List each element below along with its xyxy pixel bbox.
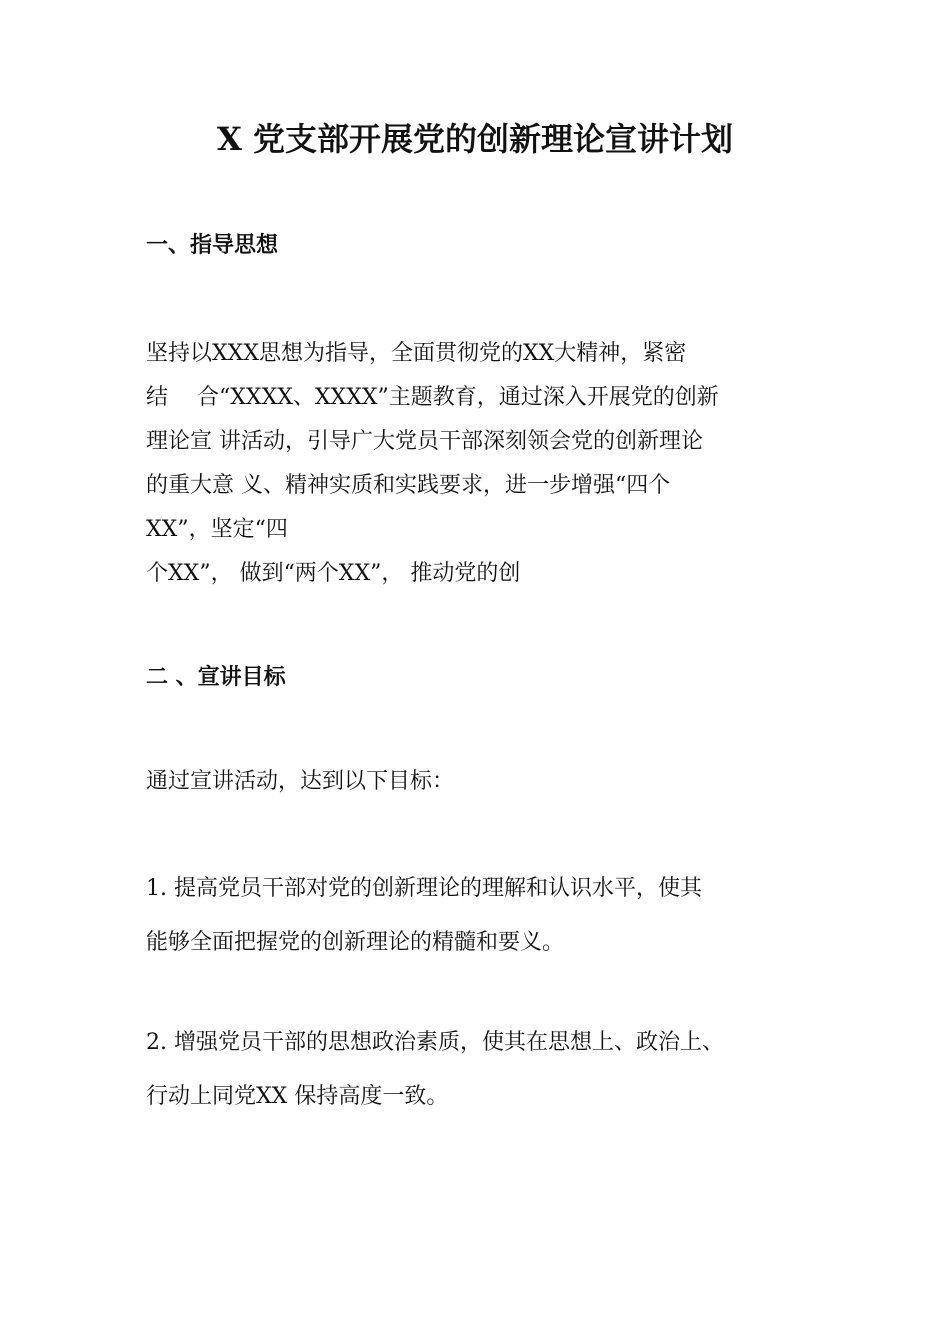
goal-item-2: [146, 1016, 806, 1124]
paragraph-line: 理论宣 讲活动，引导广大党员干部深刻领会党的创新理论: [146, 429, 703, 454]
section2-intro: [146, 760, 806, 804]
paragraph-line: 坚持以XXX思想为指导，全面贯彻党的XX大精神，紧密: [146, 341, 687, 366]
section-heading-guiding-ideology: 一、指导思想: [146, 232, 279, 258]
paragraph-line: 的重大意 义、精神实质和实践要求，进一步增强“四个: [146, 473, 671, 498]
paragraph-line: 能够全面把握党的创新理论的精髓和要义。: [146, 930, 565, 955]
section1-paragraph: [146, 332, 806, 596]
paragraph-line: 结 合“XXXX、XXXX”主题教育，通过深入开展党的创新: [146, 385, 719, 410]
goal-item-1: [146, 862, 806, 970]
paragraph-line: 个XX”， 做到“两个XX”， 推动党的创: [146, 561, 521, 586]
paragraph-line: 行动上同党XX 保持高度一致。: [146, 1084, 449, 1109]
document-title: X 党支部开展党的创新理论宣讲计划: [217, 120, 733, 158]
paragraph-line: 通过宣讲活动，达到以下目标：: [146, 769, 455, 794]
section-heading-lecture-goals: 二 、宣讲目标: [146, 664, 286, 690]
paragraph-line: 1. 提高党员干部对党的创新理论的理解和认识水平，使其: [146, 876, 702, 901]
paragraph-line: XX”，坚定“四: [146, 517, 288, 542]
paragraph-line: 2. 增强党员干部的思想政治素质，使其在思想上、政治上、: [146, 1030, 724, 1055]
